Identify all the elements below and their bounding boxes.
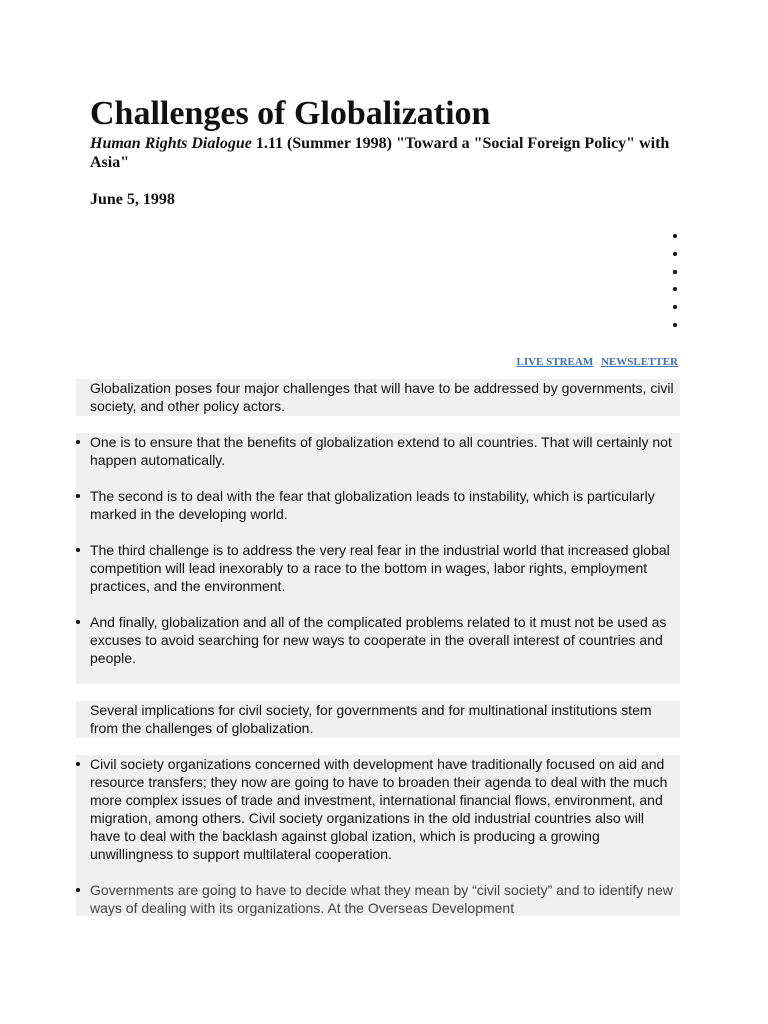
list-item: The second is to deal with the fear that globalization leads to instability, which is particularly marked in the developing world. bbox=[76, 487, 680, 523]
article-subtitle bbox=[90, 134, 690, 172]
article-title: Challenges of Globalization bbox=[90, 95, 491, 132]
list-item: The third challenge is to address the very real fear in the industrial world that increased global competition will lead inexorably to a race to the bottom in wages, labor rights, employment practices, and the environment. bbox=[76, 541, 680, 595]
empty-bullet bbox=[668, 281, 682, 299]
intro-box bbox=[76, 379, 680, 416]
challenges-list bbox=[76, 433, 680, 684]
live-stream-link[interactable]: LIVE STREAM bbox=[516, 356, 594, 368]
intro-paragraph: Globalization poses four major challenges that will have to be addressed by governments, civil society, and other policy actors. bbox=[90, 380, 674, 414]
implications-intro-box bbox=[76, 701, 680, 738]
list-item: Civil society organizations concerned with development have traditionally focused on aid and resource transfers; they now are going to have to broaden their agenda to deal with the much more complex issues of trade and investment, international financial flows, environment, and migration, among others. Civil society organizations in the old industrial countries also will have to deal with the backlash against global ization, which is producing a growing unwillingness to support multilateral cooperation. bbox=[76, 755, 680, 863]
issue-info: 1.11 (Summer 1998) "Toward a "Social Foreign Policy" with Asia" bbox=[90, 135, 670, 171]
journal-name: Human Rights Dialogue bbox=[90, 135, 252, 152]
top-links bbox=[512, 355, 679, 369]
list-item: One is to ensure that the benefits of globalization extend to all countries. That will certainly not happen automatically. bbox=[76, 433, 680, 469]
list-item: And finally, globalization and all of the complicated problems related to it must not be used as excuses to avoid searching for new ways to cooperate in the overall interest of countries and people. bbox=[76, 613, 680, 667]
article-date: June 5, 1998 bbox=[90, 191, 175, 208]
list-item: Governments are going to have to decide what they mean by “civil society” and to identify new ways of dealing with its organizations. At the Overseas Development bbox=[76, 881, 680, 916]
implications-list bbox=[76, 755, 680, 916]
empty-bullet bbox=[668, 264, 682, 282]
newsletter-link[interactable]: NEWSLETTER bbox=[600, 356, 678, 368]
empty-bullet bbox=[668, 299, 682, 317]
empty-bullet bbox=[668, 246, 682, 264]
empty-bullet bbox=[668, 228, 682, 246]
implications-paragraph: Several implications for civil society, for governments and for multinational institutions stem from the challenges of globalization. bbox=[90, 702, 652, 736]
empty-bullet-list bbox=[668, 228, 682, 335]
empty-bullet bbox=[668, 317, 682, 335]
